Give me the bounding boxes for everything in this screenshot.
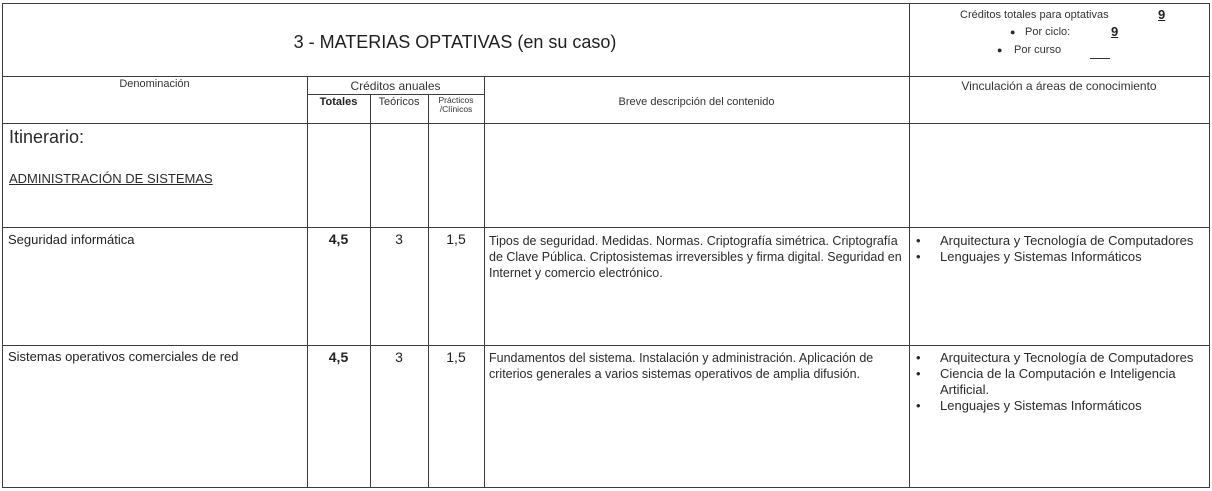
col-teoricos: Teóricos <box>378 96 420 108</box>
knowledge-areas-list <box>910 233 1206 265</box>
bullet-icon: ● <box>1010 27 1016 37</box>
subject-description: Fundamentos del sistema. Instalación y administración. Aplicación de criterios generales a varios sistemas operativos de amplia difusión. <box>489 351 874 381</box>
knowledge-area: • Lenguajes y Sistemas Informáticos <box>910 249 1206 265</box>
col-descripcion: Breve descripción del contenido <box>618 96 775 108</box>
subject-description: Tipos de seguridad. Medidas. Normas. Criptografía simétrica. Criptografía de Clave Pública. Criptosistemas irreversibles y firma digital. Seguridad en Internet y comercio electrónico. <box>489 234 902 280</box>
col-creditos-anuales: Créditos anuales <box>350 79 441 93</box>
rule-itinerary-bottom <box>2 227 1210 228</box>
credits-practicos: 1,5 <box>446 231 466 247</box>
rule-col-practicos <box>428 94 429 488</box>
col-practicos <box>428 96 484 114</box>
rule-top <box>2 3 1210 4</box>
subject-name: Sistemas operativos comerciales de red <box>8 349 239 364</box>
per-cycle-value: 9 <box>1111 24 1119 39</box>
itinerary-name: ADMINISTRACIÓN DE SISTEMAS <box>9 171 213 186</box>
rule-header-bottom <box>2 123 1210 124</box>
credits-totales: 4,5 <box>328 349 349 365</box>
knowledge-areas-list <box>910 350 1206 414</box>
per-course-label: Por curso <box>1014 44 1062 56</box>
credits-totales: 4,5 <box>328 231 349 247</box>
col-vinculacion: Vinculación a áreas de conocimiento <box>961 79 1157 93</box>
per-course-blank <box>1090 58 1110 59</box>
rule-col-teoricos <box>370 94 371 488</box>
rule-col-descripcion <box>484 76 485 488</box>
total-optional-credits-label: Créditos totales para optativas <box>960 9 1109 21</box>
col-practicos-line1: Prácticos <box>438 95 474 105</box>
rule-title-bottom <box>2 76 1210 77</box>
credits-teoricos: 3 <box>395 349 403 365</box>
knowledge-area: • Arquitectura y Tecnología de Computadores <box>910 350 1206 366</box>
rule-right <box>1209 3 1210 488</box>
credits-teoricos: 3 <box>395 231 403 247</box>
rule-row1-bottom <box>2 345 1210 346</box>
knowledge-area: • Ciencia de la Computación e Inteligencia Artificial. <box>910 366 1206 398</box>
rule-bottom <box>2 487 1210 488</box>
credits-practicos: 1,5 <box>446 349 466 365</box>
knowledge-area: • Lenguajes y Sistemas Informáticos <box>910 398 1206 414</box>
total-optional-credits-value: 9 <box>1158 7 1166 22</box>
itinerary-label: Itinerario: <box>9 127 85 147</box>
rule-col-totales <box>307 76 308 488</box>
col-denominacion: Denominación <box>119 78 190 90</box>
page-title: 3 - MATERIAS OPTATIVAS (en su caso) <box>293 32 617 52</box>
rule-left <box>2 3 3 488</box>
col-practicos-line2: /Clínicos <box>439 103 473 114</box>
bullet-icon: ● <box>997 45 1003 55</box>
subject-name: Seguridad informática <box>8 232 135 247</box>
per-cycle-label: Por ciclo: <box>1025 26 1071 38</box>
knowledge-area: • Arquitectura y Tecnología de Computadores <box>910 233 1206 249</box>
col-totales: Totales <box>319 96 358 108</box>
